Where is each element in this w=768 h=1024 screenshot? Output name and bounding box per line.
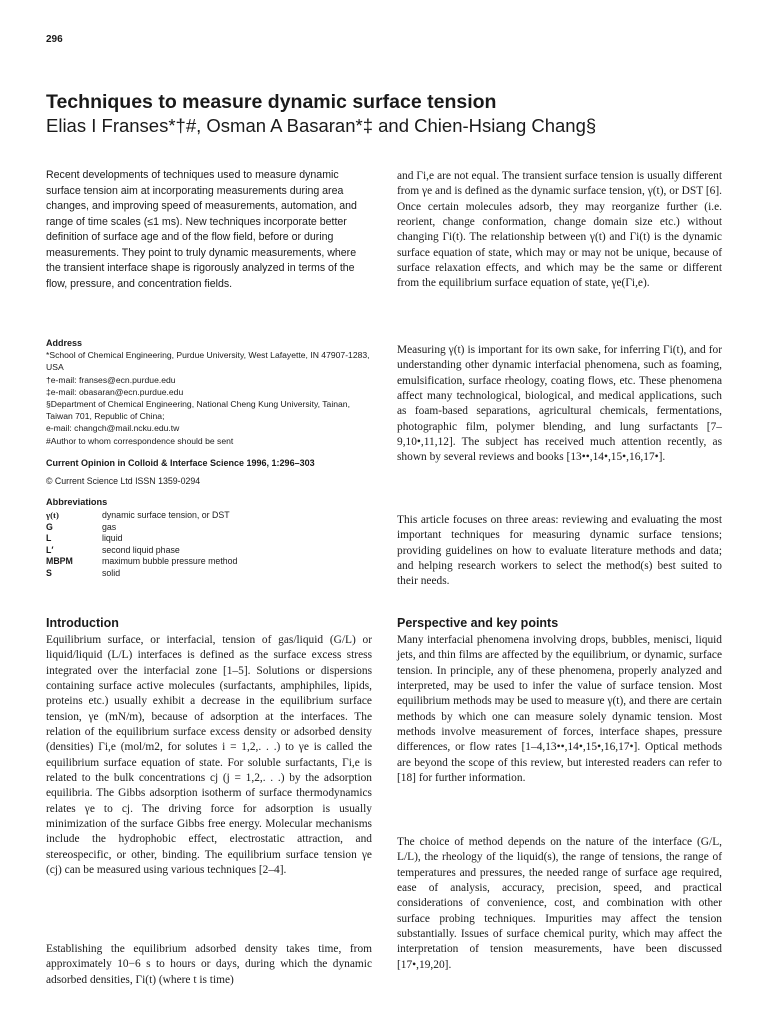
address-line: §Department of Chemical Engineering, National Cheng Kung University, Tainan, Taiwan 701, Republic of China; <box>46 399 350 422</box>
page-number: 296 <box>46 34 63 45</box>
abbreviation-meaning: liquid <box>102 533 123 544</box>
author-list: Elias I Franses*†#, Osman A Basaran*‡ and Chien-Hsiang Chang§ <box>46 115 597 136</box>
abbreviation-term: γ(t) <box>46 510 59 520</box>
abbreviation-meaning: dynamic surface tension, or DST <box>102 510 230 520</box>
abbreviation-meaning: solid <box>102 567 121 578</box>
abbreviations-heading: Abbreviations <box>46 497 108 507</box>
abbreviation-term: L <box>46 533 52 544</box>
address-line: e-mail: changch@mail.ncku.edu.tw <box>46 423 180 434</box>
address-line: ‡e-mail: obasaran@ecn.purdue.edu <box>46 386 184 397</box>
abstract: Recent developments of techniques used to measure dynamic surface tension aim at incorporating measurements during area changes, and improving speed of measurements, automation, and range of time scales (≤1 ms). New techniques incorporate better definition of surface age and of the flow field, before or during measurements. They point to truly dynamic measurements, where the transient interface shape is rigorously analyzed in terms of the flow, pressure, and concentration fields. <box>46 169 357 290</box>
perspective-heading: Perspective and key points <box>397 616 559 630</box>
body-paragraph: This article focuses on three areas: reviewing and evaluating the most important techniques for measuring dynamic surface tensions; providing guidelines on how to evaluate literature methods and data; and helping research workers to select the method(s) best suited to their needs. <box>397 514 722 588</box>
abbreviation-row <box>46 522 237 534</box>
body-paragraph: Measuring γ(t) is important for its own sake, for inferring Γi(t), and for understanding other dynamic interfacial phenomena, such as foaming, emulsification, surface rheology, coating flows, etc. These phenomena affect many technological, biological, and medical applications, such as foam-based separations, agricultural chemicals, fermentations, photographic film, polymer blending, and lung surfactants [7–9,10•,11,12]. The subject has received much attention recently, as shown by several reviews and books [13••,14•,15•,16,17•]. <box>397 344 722 464</box>
abbreviation-meaning: gas <box>102 521 117 532</box>
journal-citation: Current Opinion in Colloid & Interface Science 1996, 1:296–303 <box>46 458 315 468</box>
introduction-paragraph: Equilibrium surface, or interfacial, tension of gas/liquid (G/L) or liquid/liquid (L/L) interfaces is defined as the surface excess stress integrated over the interfacial zone [1–5]. Solutions or dispersions containing surface active molecules (surfactants, amphiphiles, lipids, proteins etc.) usually exhibit a decrease in the equilibrium surface tension, γe (mN/m), because of adsorption at the interfaces. The relation of the equilibrium surface excess density or adsorbed density (densities) Γi,e (mol/m2, for solutes i = 1,2,. . .) to γe is called the equilibrium surface equation of state. For soluble surfactants, Γi,e is related to the bulk concentrations cj (j = 1,2,. . .) by the adsorption equilibria. The Gibbs adsorption isotherm of surface thermodynamics relates γe to cj. The driving force for adsorption is usually minimization of the surface Gibbs free energy. Molecular mechanisms include the hydrophobic effect, electrostatic attraction, and stereospecific, or other, binding. The equilibrium surface tension γe (cj) can be measured using various techniques [2–4]. <box>46 634 372 877</box>
body-paragraph: and Γi,e are not equal. The transient surface tension is usually different from γe and is defined as the dynamic surface tension, γ(t), or DST [6]. Once certain molecules adsorb, they may reorganize further (i.e. reorient, change conformation, change domain size etc.) without changing Γi(t). The relationship between γ(t) and Γi(t) is the dynamic surface equation of state, which may or may not be unique, because of surface relaxation effects, and which may be the same or different from the equilibrium surface equation of state, γe(Γi,e). <box>397 170 722 290</box>
abbreviation-row <box>46 510 237 522</box>
abbreviation-term: G <box>46 521 53 532</box>
introduction-paragraph: Establishing the equilibrium adsorbed density takes time, from approximately 10−6 s to hours or days, during which the dynamic adsorbed densities, Γi(t) (where t is time) <box>46 943 372 986</box>
article-title: Techniques to measure dynamic surface tension <box>46 91 497 113</box>
abbreviations-block <box>46 496 376 580</box>
address-line: #Author to whom correspondence should be sent <box>46 435 234 446</box>
abbreviation-row <box>46 533 237 545</box>
abbreviation-meaning: maximum bubble pressure method <box>102 556 238 567</box>
perspective-paragraph: Many interfacial phenomena involving drops, bubbles, menisci, liquid jets, and thin films are affected by the equilibrium, or dynamic, surface tension. In principle, any of these phenomena, properly analyzed and interpreted, may be used to infer the value of surface tension. Most equilibrium methods may be used to measure γ(t), and there are certain methods by which one can measure solely dynamic tension. Most methods involve measurement of forces, interface shapes, pressure differences, or flow rates [1–4,13••,14•,15•,16,17•]. Optical methods are beyond the scope of this review, but interested readers can refer to [18] for further information. <box>397 634 722 785</box>
abbreviation-term: S <box>46 567 52 578</box>
perspective-paragraph: The choice of method depends on the nature of the interface (G/L, L/L), the rheology of the liquid(s), the range of tensions, the range of temperatures and pressures, the needed range of surface age required, ease of analysis, accuracy, precision, speed, and practical considerations of convenience, cost, and combination with other surface probing techniques. Impurities may affect the tension substantially. Issues of surface chemical purity, which may affect the interpretation of tension measurements, have been discussed [17•,19,20]. <box>397 836 722 971</box>
address-line: *School of Chemical Engineering, Purdue University, West Lafayette, IN 47907-1283, USA <box>46 350 370 373</box>
abbreviation-meaning: second liquid phase <box>102 544 180 555</box>
abbreviation-term: MBPM <box>46 556 73 567</box>
introduction-heading: Introduction <box>46 616 119 630</box>
abbreviation-row <box>46 556 237 568</box>
copyright-line: © Current Science Ltd ISSN 1359-0294 <box>46 476 201 486</box>
abbreviation-term: L′ <box>46 544 54 555</box>
abbreviations-table <box>46 510 237 580</box>
abbreviation-row <box>46 545 237 557</box>
address-heading: Address <box>46 338 83 348</box>
abbreviation-row <box>46 568 237 580</box>
address-line: †e-mail: franses@ecn.purdue.edu <box>46 374 176 385</box>
address-block <box>46 337 376 447</box>
